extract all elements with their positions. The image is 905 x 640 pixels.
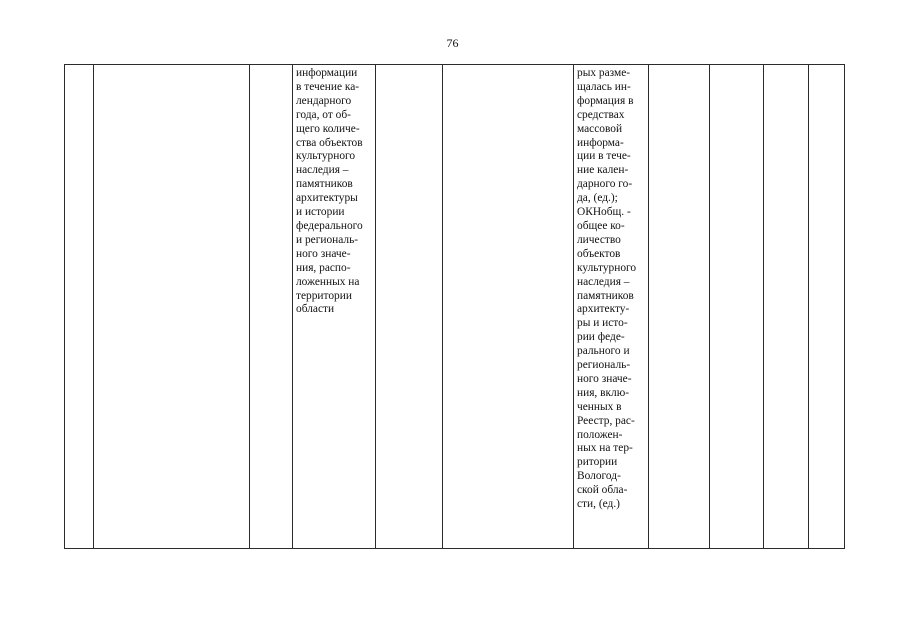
cell-text: рых разме- щалась ин- формация в средствах массовой информа- ции в тече- ние кален- дарного го- да, (ед.); ОКНобщ. - общее ко- личество объектов культурного наследия – памятников архитекту- ры и исто- рии феде- рального и региональ- ного значе- ния, вклю- ченных в Реестр, рас- положен- ных на тер- ритории Вологод- ской обла- сти, (ед.) xyxy=(577,67,637,511)
table-cell-formula-explanation xyxy=(574,65,649,549)
page-number: 76 xyxy=(446,36,459,50)
table-cell-col-1 xyxy=(65,65,94,549)
document-table xyxy=(64,64,845,549)
table-cell-col-9 xyxy=(710,65,764,549)
table-cell-col-10 xyxy=(764,65,809,549)
table-row xyxy=(65,65,845,549)
table-cell-col-3 xyxy=(250,65,293,549)
cell-text: информации в течение ка- лендарного года, от об- щего количе- ства объектов культурного наследия – памятников архитектуры и истории федерального и региональ- ного значе- ния, распо- ложенных на территории области xyxy=(296,67,363,316)
table-cell-col-6 xyxy=(443,65,574,549)
table-cell-col-5 xyxy=(376,65,443,549)
document-table-container xyxy=(64,64,844,549)
table-cell-col-11 xyxy=(809,65,845,549)
table-cell-col-8 xyxy=(649,65,710,549)
table-cell-indicator-description xyxy=(293,65,376,549)
table-cell-col-2 xyxy=(94,65,250,549)
